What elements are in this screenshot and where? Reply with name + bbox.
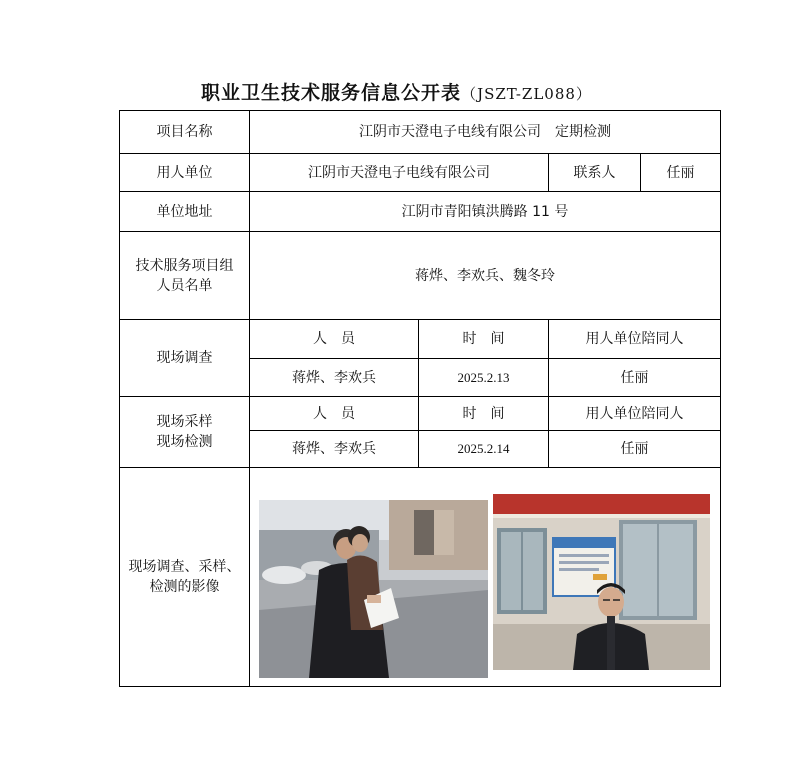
page-title xyxy=(0,78,793,105)
title-text: 职业卫生技术服务信息公开表 xyxy=(201,82,462,104)
sampling-col-escort: 用人单位陪同人 xyxy=(549,397,721,431)
site-photo-2-image xyxy=(493,494,710,670)
team-value: 蒋烨、李欢兵、魏冬玲 xyxy=(250,232,721,320)
sampling-label-line1: 现场采样 xyxy=(156,414,213,430)
address-label: 单位地址 xyxy=(120,192,250,232)
survey-col-staff: 人 员 xyxy=(250,320,419,359)
survey-staff: 蒋烨、李欢兵 xyxy=(250,359,419,397)
project-name-value: 江阴市天澄电子电线有限公司 定期检测 xyxy=(250,111,721,154)
contact-label: 联系人 xyxy=(549,154,641,192)
sampling-time: 2025.2.14 xyxy=(419,431,549,468)
images-label xyxy=(120,468,250,687)
team-label xyxy=(120,232,250,320)
site-photo-2 xyxy=(493,494,710,670)
sampling-label-line2: 现场检测 xyxy=(156,434,213,450)
sampling-staff: 蒋烨、李欢兵 xyxy=(250,431,419,468)
sampling-col-time: 时 间 xyxy=(419,397,549,431)
images-label-line2: 检测的影像 xyxy=(149,579,220,595)
survey-col-time: 时 间 xyxy=(419,320,549,359)
site-photo-1 xyxy=(259,500,488,678)
contact-value: 任丽 xyxy=(641,154,721,192)
sampling-label xyxy=(120,397,250,468)
project-name-label: 项目名称 xyxy=(120,111,250,154)
survey-col-escort: 用人单位陪同人 xyxy=(549,320,721,359)
team-label-line2: 人员名单 xyxy=(156,277,213,294)
site-photo-1-image xyxy=(259,500,488,678)
images-label-line1: 现场调查、采样、 xyxy=(128,559,241,575)
survey-time: 2025.2.13 xyxy=(419,359,549,397)
employer-value: 江阴市天澄电子电线有限公司 xyxy=(250,154,549,192)
employer-label: 用人单位 xyxy=(120,154,250,192)
address-value: 江阴市青阳镇洪腾路 11 号 xyxy=(250,192,721,232)
sampling-col-staff: 人 员 xyxy=(250,397,419,431)
sampling-escort: 任丽 xyxy=(549,431,721,468)
form-code: （JSZT-ZL088） xyxy=(461,85,592,103)
team-label-line1: 技术服务项目组 xyxy=(135,257,234,274)
survey-label: 现场调查 xyxy=(120,320,250,397)
survey-escort: 任丽 xyxy=(549,359,721,397)
